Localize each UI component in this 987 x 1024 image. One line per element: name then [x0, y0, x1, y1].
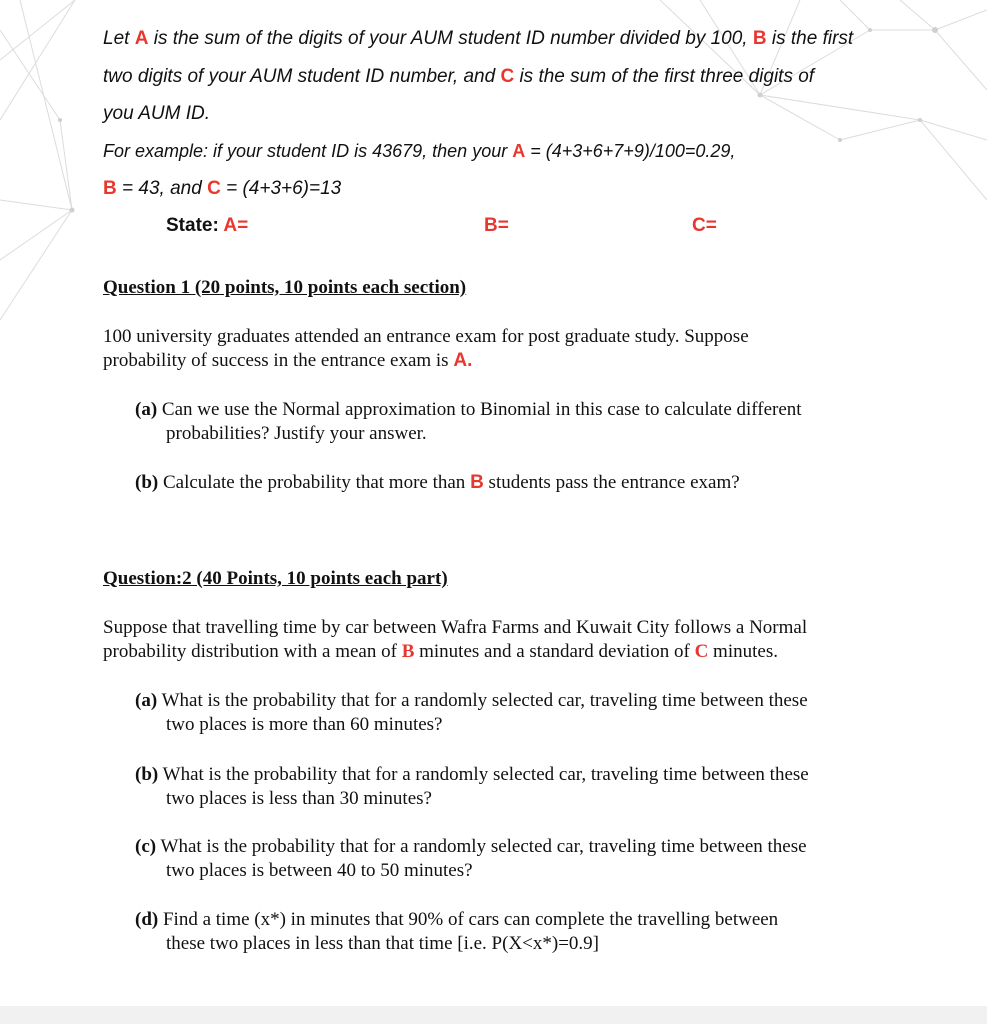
- state-c-field: C=: [692, 215, 717, 236]
- question-2d-line-2: these two places in less than that time [i.e. P(X<x*)=0.9]: [166, 933, 600, 954]
- intro-line-2: two digits of your AUM student ID number, and C is the sum of the first three digits of: [103, 66, 815, 87]
- question-2b-line-1: (b) What is the probability that for a randomly selected car, traveling time between these: [135, 764, 809, 785]
- question-1-title: Question 1 (20 points, 10 points each section): [103, 277, 467, 298]
- question-2a-line-2: two places is more than 60 minutes?: [166, 714, 443, 735]
- page-bottom-edge: [0, 1006, 987, 1024]
- intro-line-1: Let A is the sum of the digits of your AUM student ID number divided by 100, B is the first: [103, 28, 854, 49]
- question-2-text-line-1: Suppose that travelling time by car between Wafra Farms and Kuwait City follows a Normal: [103, 617, 808, 638]
- question-2b-line-2: two places is less than 30 minutes?: [166, 788, 432, 809]
- state-b-field: B=: [484, 215, 509, 236]
- question-2-title: Question:2 (40 Points, 10 points each part): [103, 568, 448, 589]
- example-line-2: B = 43, and C = (4+3+6)=13: [103, 178, 342, 199]
- question-1b-line: (b) Calculate the probability that more than B students pass the entrance exam?: [135, 472, 740, 493]
- question-2d-line-1: (d) Find a time (x*) in minutes that 90% of cars can complete the travelling between: [135, 909, 779, 930]
- question-1a-line-2: probabilities? Justify your answer.: [166, 423, 427, 444]
- question-1a-line-1: (a) Can we use the Normal approximation to Binomial in this case to calculate different: [135, 399, 802, 420]
- question-2c-line-1: (c) What is the probability that for a randomly selected car, traveling time between these: [135, 836, 807, 857]
- question-1-text-line-2: probability of success in the entrance exam is A.: [103, 350, 473, 371]
- intro-line-3: you AUM ID.: [103, 103, 210, 124]
- state-a-field: State: A=: [166, 215, 249, 236]
- question-2-text-line-2: probability distribution with a mean of B minutes and a standard deviation of C minutes.: [103, 641, 778, 662]
- question-2a-line-1: (a) What is the probability that for a randomly selected car, traveling time between these: [135, 690, 808, 711]
- question-1-text-line-1: 100 university graduates attended an entrance exam for post graduate study. Suppose: [103, 326, 749, 347]
- example-line-1: For example: if your student ID is 43679, then your A = (4+3+6+7+9)/100=0.29,: [103, 141, 736, 161]
- question-2c-line-2: two places is between 40 to 50 minutes?: [166, 860, 473, 881]
